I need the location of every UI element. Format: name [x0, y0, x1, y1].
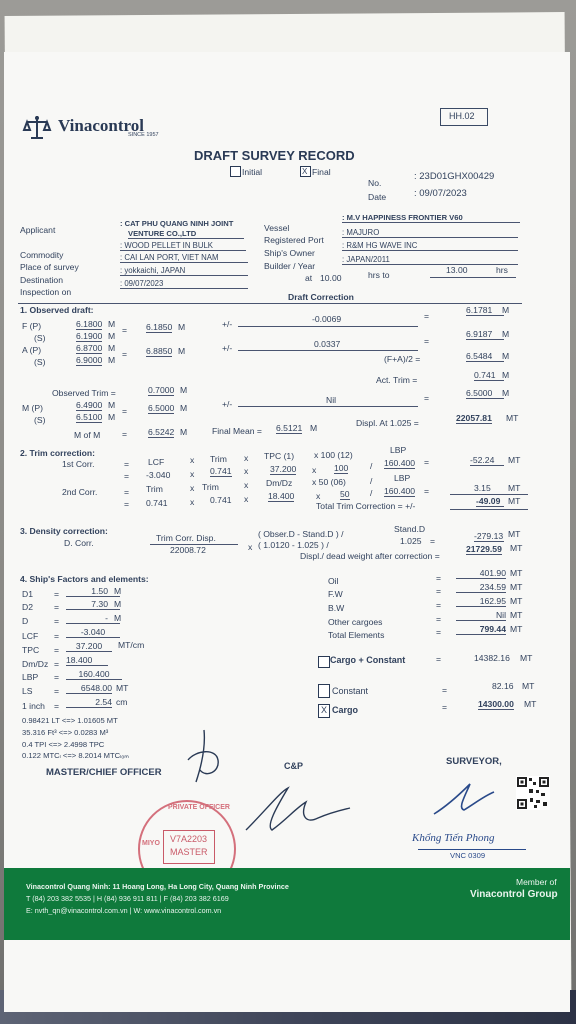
plus-minus: +/- [222, 399, 233, 409]
lbp-value: 160.400 [66, 670, 122, 680]
at-label: at [305, 273, 313, 283]
times: x [316, 491, 321, 501]
row1-tpc: 37.200 [270, 464, 297, 474]
date-value: : 09/07/2023 [414, 188, 467, 199]
company-since: SINCE 1957 [128, 132, 159, 138]
unit-m: M [310, 423, 318, 433]
cp-signature-icon [236, 780, 356, 840]
applicant-value-1: : CAT PHU QUANG NINH JOINT [120, 219, 234, 228]
mid-mean: 6.5000 [148, 403, 175, 413]
row2-dmdz: 18.400 [268, 491, 295, 501]
equals: = [122, 406, 128, 416]
unit-m: M [502, 370, 510, 380]
aft-mean: 6.8850 [146, 346, 173, 356]
ms-label: (S) [34, 415, 46, 425]
equals: = [122, 325, 128, 335]
equals: = [424, 486, 430, 496]
unit-mt: MT [524, 699, 537, 709]
row2-trim-b: 0.741 [210, 495, 232, 505]
to-value: 13.00 [446, 265, 468, 275]
mofm-value: 6.5242 [148, 427, 175, 437]
vessel-value: : M.V HAPPINESS FRONTIER V60 [342, 214, 520, 223]
first-correction-label: 1st Corr. [62, 459, 95, 469]
density-formula-top: ( Obser.D - Stand.D ) / [258, 529, 344, 539]
surveyor-signature-icon [430, 780, 500, 820]
conversion-1: 0.98421 LT <=> 1.01605 MT [22, 716, 118, 725]
unit-m: M [180, 385, 188, 395]
second-correction-result: 3.15 [474, 483, 491, 493]
footer-phones: T (84) 203 382 5535 | H (84) 936 911 811 | F (84) 203 382 6169 [26, 894, 229, 903]
footer-contact: E: nvth_qn@vinacontrol.com.vn | W: www.vinacontrol.com.vn [26, 906, 222, 915]
unit-mt: MT [508, 529, 521, 539]
equals: = [424, 311, 430, 321]
mp-value: 6.4900 [76, 400, 103, 410]
unit-m: M [108, 343, 116, 353]
displacement-after-value: 21729.59 [466, 544, 502, 554]
equals: = [54, 672, 60, 682]
inch-label: 1 inch [22, 701, 45, 711]
stamp-role: MASTER [170, 847, 208, 857]
times: x [248, 542, 253, 552]
total-trim-label: Total Trim Correction = +/- [316, 501, 416, 511]
lcf-value: -3.040 [66, 628, 120, 638]
member-of-label: Member of [516, 877, 557, 887]
cargo-check-mark: X [321, 705, 328, 715]
times: x [244, 480, 249, 490]
displacement-value: 22057.81 [456, 413, 492, 423]
times: x [244, 494, 249, 504]
unit-m: M [502, 305, 510, 315]
unit-m: M [502, 351, 510, 361]
as-label: (S) [34, 357, 46, 367]
equals: = [430, 536, 436, 546]
master-label: MASTER/CHIEF OFFICER [46, 767, 162, 778]
fp-value: 6.1800 [76, 319, 103, 329]
slash: / [370, 476, 373, 486]
trim-header: Trim [210, 454, 227, 464]
equals: = [424, 457, 430, 467]
qr-code-icon [516, 776, 550, 810]
x100-header: x 100 (12) [314, 450, 353, 460]
dmdz-header: Dm/Dz [266, 478, 293, 488]
fa2-label: (F+A)/2 = [384, 354, 421, 364]
forward-correction: -0.0069 [312, 314, 342, 324]
equals: = [54, 589, 60, 599]
bw-label: B.W [328, 603, 345, 613]
unit-mt: MT [510, 596, 523, 606]
times: x [244, 466, 249, 476]
row1-trim: 0.741 [210, 466, 232, 476]
unit-m: M [114, 599, 122, 609]
row1-100: 100 [334, 463, 349, 473]
density-corr-label: D. Corr. [64, 538, 94, 548]
at-value: 10.00 [320, 273, 342, 283]
company-name: Vinacontrol [58, 116, 144, 135]
tpc-value: 37.200 [66, 642, 112, 652]
underline [238, 406, 418, 407]
section-divider [18, 303, 522, 304]
unit-m: M [178, 322, 186, 332]
oil-label: Oil [328, 576, 339, 586]
ls-label: LS [22, 686, 33, 696]
applicant-label: Applicant [20, 225, 56, 235]
density-correction-value: -279.13 [474, 531, 504, 541]
unit-m: M [114, 586, 122, 596]
lcf-header: LCF [148, 457, 165, 467]
cargo-constant-label: Cargo + Constant [330, 655, 406, 665]
dmdz-value: 18.400 [66, 656, 108, 666]
place-label: Place of survey [20, 262, 79, 272]
stamp-id: V7A2203 [170, 834, 208, 844]
equals: = [124, 499, 130, 509]
equals: = [436, 614, 442, 624]
forward-mean: 6.1850 [146, 322, 173, 332]
mid-correction: Nil [326, 395, 337, 405]
inspection-value: : 09/07/2023 [120, 280, 248, 289]
unit-m: M [108, 355, 116, 365]
underline [238, 326, 418, 327]
surveyor-code: VNC 0309 [450, 851, 486, 860]
fa2-value: 6.5484 [466, 352, 504, 362]
equals: = [54, 659, 60, 669]
d-value: - [66, 614, 120, 624]
destination-label: Destination [20, 275, 63, 285]
ls-value: 6548.00 [66, 684, 112, 694]
forward-result: 6.1781 [466, 306, 504, 316]
ap-label: A (P) [22, 345, 42, 355]
unit-m: M [502, 329, 510, 339]
unit-m: M [180, 427, 188, 437]
equals: = [54, 701, 60, 711]
hrs-label: hrs [496, 265, 508, 275]
tpc-header: TPC (1) [264, 451, 295, 461]
equals: = [442, 685, 448, 695]
commodity-label: Commodity [20, 250, 64, 260]
equals: = [124, 471, 130, 481]
no-value: : 23D01GHX00429 [414, 171, 495, 182]
port-value: : MAJURO [342, 229, 518, 238]
plus-minus: +/- [222, 343, 233, 353]
equals: = [436, 573, 442, 583]
footer-address: Vinacontrol Quang Ninh: 11 Hoang Long, Ha Long City, Quang Ninh Province [26, 882, 289, 891]
row2-trim: 0.741 [146, 498, 168, 508]
conversion-2: 35.316 Ft³ <=> 0.0283 M³ [22, 728, 109, 737]
surveyor-underline [418, 849, 526, 850]
ls-unit: MT [116, 683, 129, 693]
other-cargoes-value: Nil [456, 611, 506, 621]
conversion-3: 0.4 TPI <=> 2.4998 TPC [22, 740, 105, 749]
cargo-label: Cargo [332, 705, 359, 715]
unit-m: M [178, 346, 186, 356]
second-correction-label: 2nd Corr. [62, 487, 98, 497]
dmdz-label: Dm/Dz [22, 659, 49, 669]
unit-mt: MT [510, 624, 523, 634]
stamp-top-text: PRIVATE OFFICER [168, 804, 230, 811]
trim-corr-disp-value: 22008.72 [170, 545, 206, 555]
d-label: D [22, 616, 29, 626]
final-label: Final [312, 167, 331, 177]
vessel-label: Vessel [264, 223, 290, 233]
unit-mt: MT [520, 653, 533, 663]
row2-lbp: 160.400 [384, 486, 416, 496]
underline [450, 494, 528, 495]
hrs-to-label: hrs to [368, 270, 390, 280]
unit-mt: MT [510, 610, 523, 620]
fs-value: 6.1900 [76, 331, 103, 341]
unit-mt: MT [510, 568, 523, 578]
cargo-value: 14300.00 [478, 699, 514, 709]
unit-mt: MT [522, 681, 535, 691]
surveyor-label: SURVEYOR, [446, 756, 502, 767]
unit-m: M [108, 412, 116, 422]
trim-corr-disp-label: Trim Corr. Disp. [156, 533, 216, 543]
unit-m: M [502, 388, 510, 398]
mp-label: M (P) [22, 403, 44, 413]
unit-mt: MT [508, 455, 521, 465]
commodity-value: : WOOD PELLET IN BULK [120, 242, 246, 251]
tpc-label: TPC [22, 645, 40, 655]
underline [450, 509, 528, 510]
equals: = [436, 586, 442, 596]
constant-value: 82.16 [492, 681, 514, 691]
row1-lbp: 160.400 [384, 458, 416, 468]
equals: = [436, 627, 442, 637]
equals: = [54, 631, 60, 641]
as-value: 6.9000 [76, 355, 103, 365]
times: x [244, 453, 249, 463]
equals: = [54, 602, 60, 612]
aft-result: 6.9187 [466, 330, 504, 340]
inch-unit: cm [116, 697, 128, 707]
act-trim-value: 0.741 [474, 371, 504, 381]
surveyor-name: Khổng Tiến Phong [412, 832, 495, 844]
act-trim-label: Act. Trim = [376, 375, 418, 385]
applicant-value-2: VENTURE CO.,LTD [128, 230, 244, 239]
lcf-label: LCF [22, 631, 39, 641]
row2-50: 50 [340, 489, 350, 499]
trim-header-2: Trim [146, 484, 163, 494]
initial-label: Initial [242, 167, 263, 177]
equals: = [54, 686, 60, 696]
document-title: DRAFT SURVEY RECORD [194, 148, 355, 163]
ref-code: HH.02 [449, 111, 475, 121]
lbp-header-2: LBP [394, 473, 411, 483]
cargo-constant-value: 14382.16 [474, 653, 510, 663]
destination-value: : yokkaichi, JAPAN [120, 267, 248, 276]
stamp-side-text: MIYO [142, 840, 160, 847]
ship-factors-title: 4. Ship's Factors and elements: [20, 574, 149, 584]
trim-header-3: Trim [202, 482, 219, 492]
standard-density-value: 1.025 [400, 536, 422, 546]
constant-label: Constant [332, 686, 369, 696]
fw-value: 234.59 [456, 583, 506, 593]
unit-m: M [180, 403, 188, 413]
equals: = [424, 393, 430, 403]
total-elements-label: Total Elements [328, 630, 385, 640]
ap-value: 6.8700 [76, 343, 103, 353]
time-underline [430, 277, 516, 278]
owner-value: : R&M HG WAVE INC [342, 242, 518, 251]
owner-label: Ship's Owner [264, 248, 315, 258]
mofm-label: M of M [74, 430, 101, 440]
observed-trim-label: Observed Trim = [52, 388, 116, 398]
x50-header: x 50 (06) [312, 477, 346, 487]
times: x [190, 469, 195, 479]
tpc-unit: MT/cm [118, 640, 145, 650]
total-elements-value: 799.44 [456, 625, 506, 635]
d1-label: D1 [22, 589, 33, 599]
ms-value: 6.5100 [76, 412, 103, 422]
mid-result: 6.5000 [466, 389, 504, 399]
initial-checkbox [230, 166, 241, 177]
displacement-label: Displ. At 1.025 = [356, 418, 419, 428]
displacement-after-label: Displ./ dead weight after correction = [300, 551, 440, 561]
date-label: Date [368, 192, 387, 202]
fp-label: F (P) [22, 321, 42, 331]
times: x [190, 483, 195, 493]
equals: = [436, 600, 442, 610]
unit-mt: MT [508, 496, 521, 506]
unit-m: M [114, 613, 122, 623]
equals: = [436, 654, 442, 664]
total-trim-value: -49.09 [476, 497, 504, 507]
equals: = [122, 349, 128, 359]
unit-mt: MT [508, 483, 521, 493]
times: x [312, 465, 317, 475]
draft-correction-title: Draft Correction [288, 292, 354, 302]
equals: = [122, 429, 128, 439]
unit-mt: MT [510, 543, 523, 553]
unit-m: M [108, 400, 116, 410]
final-mean-label: Final Mean = [212, 426, 262, 436]
first-correction-result: -52.24 [470, 456, 504, 466]
slash: / [370, 488, 373, 498]
density-correction-title: 3. Density correction: [20, 526, 108, 536]
observed-trim-value: 0.7000 [148, 385, 175, 395]
oil-value: 401.90 [456, 569, 506, 579]
aft-correction: 0.0337 [314, 339, 341, 349]
unit-m: M [108, 331, 116, 341]
cp-label: C&P [284, 761, 304, 771]
d1-value: 1.50 [66, 587, 120, 597]
slash: / [370, 461, 373, 471]
no-label: No. [368, 178, 382, 188]
constant-checkbox [318, 684, 330, 698]
density-formula-values: ( 1.0120 - 1.025 ) / [258, 540, 329, 550]
plus-minus: +/- [222, 319, 233, 329]
bw-value: 162.95 [456, 597, 506, 607]
lbp-label: LBP [22, 672, 39, 682]
builder-value: : JAPAN/2011 [342, 256, 518, 265]
lbp-header: LBP [390, 445, 407, 455]
equals: = [124, 487, 130, 497]
fw-label: F.W [328, 589, 343, 599]
unit-m: M [108, 319, 116, 329]
underline [238, 350, 418, 351]
builder-label: Builder / Year [264, 261, 316, 271]
final-mean-value: 6.5121 [276, 423, 303, 433]
unit-mt: MT [506, 413, 519, 423]
unit-mt: MT [510, 582, 523, 592]
port-label: Registered Port [264, 235, 324, 245]
observed-draft-title: 1. Observed draft: [20, 305, 94, 315]
inch-value: 2.54 [66, 698, 112, 708]
times: x [190, 455, 195, 465]
trim-correction-title: 2. Trim correction: [20, 448, 95, 458]
fs-label: (S) [34, 333, 46, 343]
vinacontrol-logo-icon [22, 114, 52, 142]
equals: = [124, 459, 130, 469]
row1-lcf: -3.040 [146, 470, 171, 480]
equals: = [424, 336, 430, 346]
d2-label: D2 [22, 602, 33, 612]
equals: = [54, 616, 60, 626]
inspection-label: Inspection on [20, 287, 72, 297]
group-name: Vinacontrol Group [470, 889, 558, 900]
standard-density-label: Stand.D [394, 524, 426, 534]
equals: = [54, 645, 60, 655]
final-mark: X [302, 167, 308, 176]
cargo-constant-checkbox [318, 656, 330, 668]
place-value: : CAI LAN PORT, VIET NAM [120, 254, 248, 263]
master-signature-icon [176, 720, 236, 790]
d2-value: 7.30 [66, 600, 120, 610]
other-cargoes-label: Other cargoes [328, 617, 383, 627]
equals: = [442, 702, 448, 712]
footer-bar [4, 868, 570, 940]
times: x [190, 497, 195, 507]
conversion-4: 0.122 MTCₗ <=> 8.2014 MTCₗₒₘ [22, 751, 129, 760]
